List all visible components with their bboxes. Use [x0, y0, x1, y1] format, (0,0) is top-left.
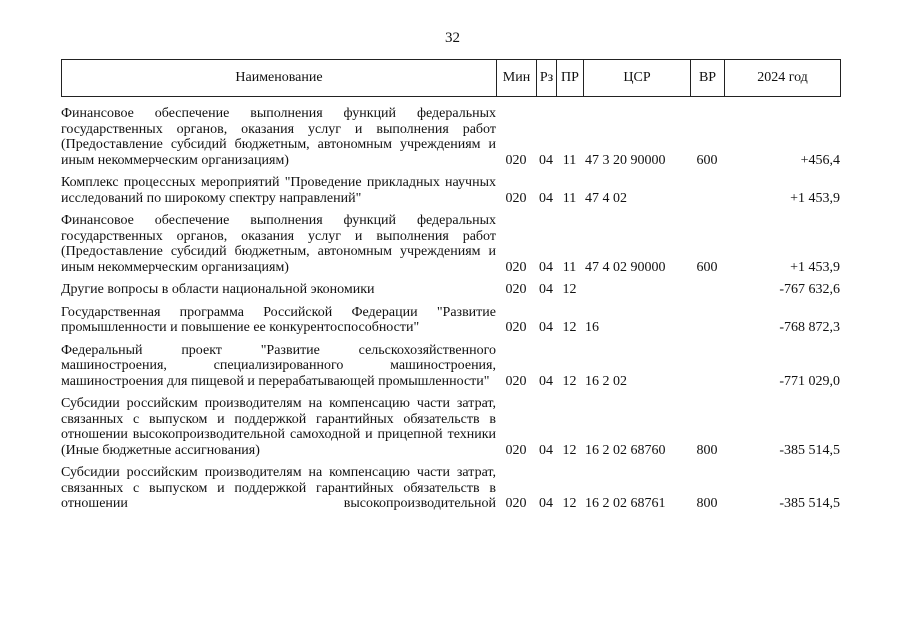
row-sum: +1 453,9 [790, 259, 840, 275]
row-rz: 04 [539, 373, 553, 389]
row-rz: 04 [539, 496, 553, 511]
header-min: Мин [497, 60, 537, 97]
table-body [61, 106, 840, 519]
row-csr: 16 2 02 68761 [585, 496, 666, 511]
row-name: Финансовое обеспечение выполнения функций федеральных государственных органов, оказания услуг и выполнения работ (Предоставление субсидий бюджетным, автономным учреждениям и иным некоммерческим организациям) [61, 213, 496, 275]
row-min: 020 [505, 259, 527, 275]
header-csr: ЦСР [584, 60, 691, 97]
row-pr: 11 [562, 190, 577, 206]
row-rz: 04 [539, 152, 553, 168]
table-header [61, 59, 841, 97]
row-csr: 47 4 02 90000 [585, 259, 666, 275]
table-row [61, 175, 840, 206]
header-rz: Рз [537, 60, 557, 97]
row-pr: 11 [562, 259, 577, 275]
row-sum: +1 453,9 [790, 190, 840, 206]
row-csr: 47 4 02 [585, 190, 627, 206]
row-rz: 04 [539, 259, 553, 275]
row-sum: +456,4 [800, 152, 840, 168]
row-sum: -385 514,5 [779, 496, 840, 511]
page-number: 32 [445, 30, 460, 46]
row-name: Субсидии российским производителям на компенсацию части затрат, связанных с выпуском и поддержкой гарантийных обязательств в отношении высокопроизводительной самоходной и прицепной техники (Иные бюджетные ассигнования) [61, 396, 496, 458]
row-min: 020 [505, 282, 527, 297]
row-name: Федеральный проект "Развитие сельскохозяйственного машиностроения, специализированного машиностроения, машиностроения для пищевой и перерабатывающей промышленности" [61, 342, 496, 389]
row-vr: 800 [696, 496, 718, 511]
row-rz: 04 [539, 282, 553, 297]
row-name: Финансовое обеспечение выполнения функций федеральных государственных органов, оказания услуг и выполнения работ (Предоставление субсидий бюджетным, автономным учреждениям и иным некоммерческим организациям) [61, 106, 496, 168]
row-csr: 16 [585, 320, 599, 335]
table-row [61, 213, 840, 275]
row-min: 020 [505, 152, 527, 168]
table-row [61, 396, 840, 458]
row-vr: 600 [696, 152, 718, 168]
row-min: 020 [505, 373, 527, 389]
row-min: 020 [505, 320, 527, 335]
header-pr: ПР [557, 60, 584, 97]
row-pr: 12 [562, 320, 577, 335]
header-vr: ВР [691, 60, 725, 97]
row-pr: 12 [562, 442, 577, 458]
header-name: Наименование [62, 60, 497, 97]
row-vr: 800 [696, 442, 718, 458]
row-rz: 04 [539, 190, 553, 206]
row-sum: -385 514,5 [779, 442, 840, 458]
row-sum: -768 872,3 [779, 320, 840, 335]
row-csr: 47 3 20 90000 [585, 152, 666, 168]
row-pr: 11 [562, 152, 577, 168]
row-rz: 04 [539, 442, 553, 458]
row-csr: 16 2 02 68760 [585, 442, 666, 458]
row-vr: 600 [696, 259, 718, 275]
table-row [61, 305, 840, 336]
row-name: Комплекс процессных мероприятий "Проведение прикладных научных исследований по широкому спектру направлений" [61, 175, 496, 206]
row-name: Другие вопросы в области национальной экономики [61, 282, 375, 297]
row-pr: 12 [562, 373, 577, 389]
row-sum: -771 029,0 [779, 373, 840, 389]
row-min: 020 [505, 496, 527, 511]
table-row [61, 282, 840, 298]
row-min: 020 [505, 442, 527, 458]
row-sum: -767 632,6 [779, 282, 840, 297]
row-pr: 12 [562, 282, 577, 297]
header-year: 2024 год [725, 60, 841, 97]
row-min: 020 [505, 190, 527, 206]
row-csr: 16 2 02 [585, 373, 627, 389]
table-row [61, 343, 840, 390]
row-name: Субсидии российским производителям на компенсацию части затрат, связанных с выпуском и поддержкой гарантийных обязательств в отношении высокопроизводительной [61, 465, 496, 511]
table-row [61, 465, 840, 512]
row-name: Государственная программа Российской Федерации "Развитие промышленности и повышение ее конкурентоспособности" [61, 304, 496, 335]
row-pr: 12 [562, 496, 577, 511]
table-row [61, 106, 840, 168]
row-rz: 04 [539, 320, 553, 335]
